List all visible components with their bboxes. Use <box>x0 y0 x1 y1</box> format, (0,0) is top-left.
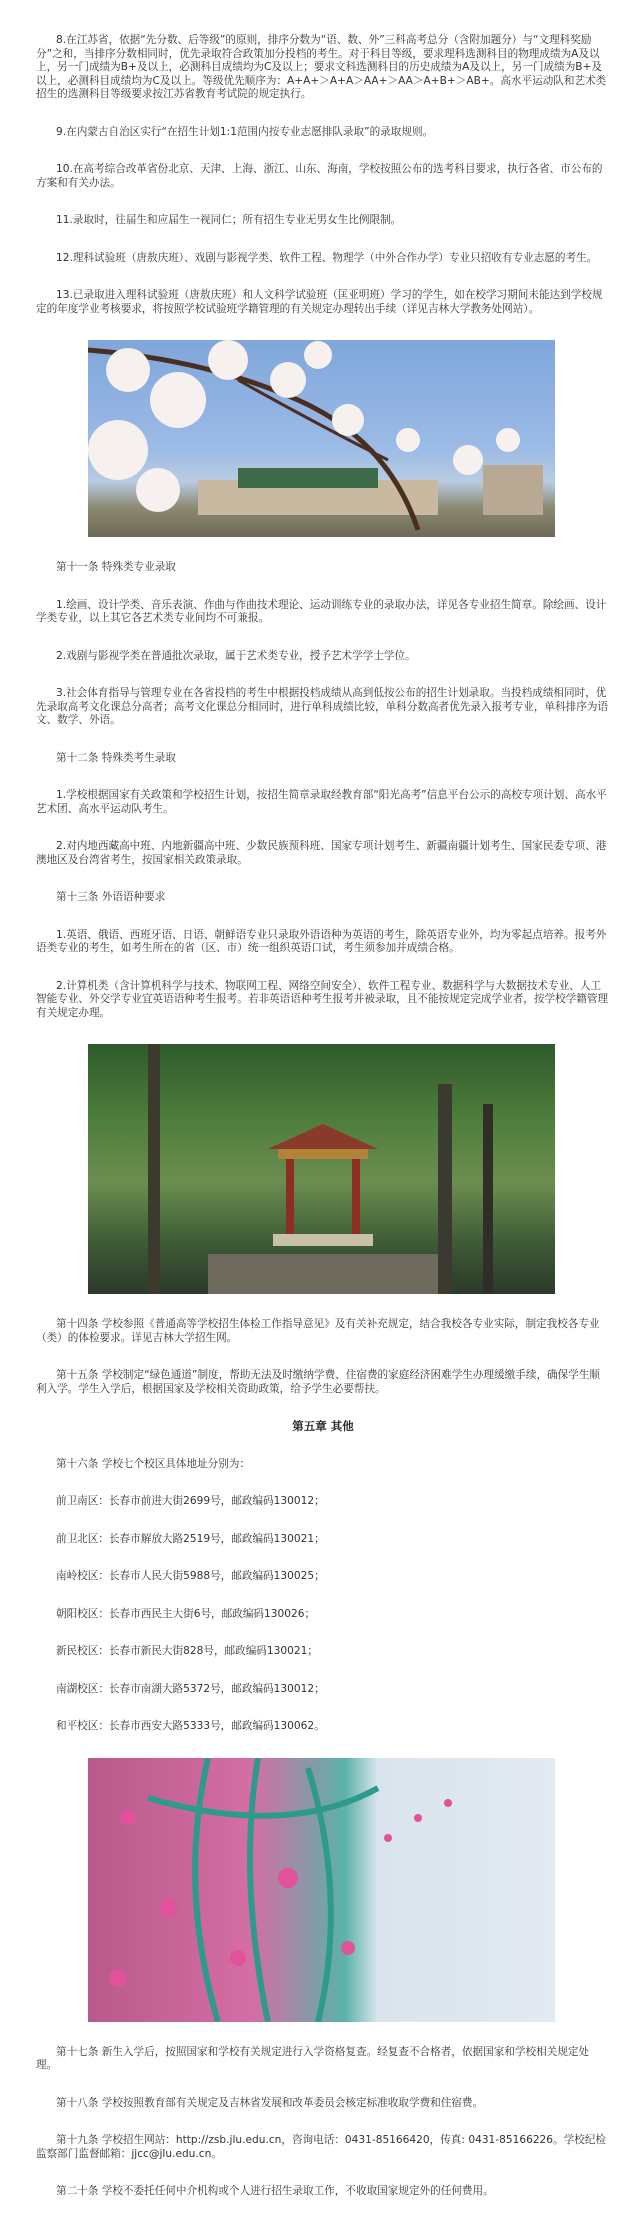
paragraph: 3.社会体育指导与管理专业在各省投档的考生中根据投档成绩从高到低按公布的招生计划录取。当投档成绩相同时，优先录取高考文化课总分高者；高考文化课总分相同时，进行单科成绩比较，单科分数高者优先录入报考专业，单科排序为语文、数学、外语。 <box>36 687 609 726</box>
paragraph: 第二十条 学校不委托任何中介机构或个人进行招生录取工作，不收取国家规定外的任何费用。 <box>56 2185 494 2197</box>
document-body <box>36 34 610 2223</box>
contact-paragraph: 第十九条 学校招生网站：http://zsb.jlu.edu.cn，咨询电话：0431-85166420，传真: 0431-85166226。学校纪检监察部门监督邮箱：jjcc@jlu.edu.cn。 <box>36 2134 607 2160</box>
paragraph: 8.在江苏省，依据“先分数、后等级”的原则，排序分数为“语、数、外”三科高考总分（含附加题分）与“文理科奖励分”之和，当排序分数相同时，优先录取符合政策加分投档的考生。对于科目等级，要求理科选测科目的物理成绩为A及以上，另一门成绩为B+及以上，必测科目成绩均为C及以上；要求文科选测科目的历史成绩为A及以上，另一门成绩为B+及以上，必测科目成绩均为C及以上。等级优先顺序为：A+A+＞A+A＞AA+＞AA＞A+B+＞AB+。高水平运动队和艺术类招生的选测科目等级要求按江苏省教育考试院的规定执行。 <box>36 34 607 100</box>
campus-address: 前卫北区：长春市解放大路2519号，邮政编码130021； <box>56 1532 325 1545</box>
campus-address: 南岭校区：长春市人民大街5988号，邮政编码130025； <box>56 1570 325 1582</box>
section-heading: 第十二条 特殊类考生录取 <box>56 751 176 764</box>
pavilion-illustration <box>88 1044 555 1294</box>
paragraph: 1.绘画、设计学类、音乐表演、作曲与作曲技术理论、运动训练专业的录取办法，详见各专业招生简章。除绘画、设计学类专业，以上其它各艺术类专业间均不可兼报。 <box>36 598 607 624</box>
paragraph: 12.理科试验班（唐敖庆班）、戏剧与影视学类、软件工程、物理学（中外合作办学）专业只招收有专业志愿的考生。 <box>56 251 598 264</box>
peach-blossom-fence-photo <box>88 1758 555 2022</box>
paragraph: 1.英语、俄语、西班牙语、日语、朝鲜语专业只录取外语语种为英语的考生，除英语专业外，均为零起点培养。报考外语类专业的考生，如考生所在的省（区、市）统一组织英语口试，考生须参加并成绩合格。 <box>36 928 607 954</box>
fence-illustration <box>88 1758 555 2022</box>
paragraph: 1.学校根据国家有关政策和学校招生计划，按招生简章录取经教育部“阳光高考”信息平台公示的高校专项计划、高水平艺术团、高水平运动队考生。 <box>36 789 607 815</box>
paragraph: 9.在内蒙古自治区实行“在招生计划1:1范围内按专业志愿排队录取”的录取规则。 <box>56 125 434 138</box>
paragraph: 2.计算机类（含计算机科学与技术、物联网工程、网络空间安全）、软件工程专业、数据科学与大数据技术专业、人工智能专业、外交学专业宜英语语种考生报考。若非英语语种考生报考并被录取，且不能按规定完成学业者，按学校学籍管理有关规定办理。 <box>36 979 609 1019</box>
campus-pavilion-photo <box>88 1044 555 1294</box>
paragraph: 13.已录取进入理科试验班（唐敖庆班）和人文科学试验班（匡亚明班）学习的学生，如在校学习期间未能达到学校规定的年度学业考核要求，将按照学校试验班学籍管理的有关规定办理转出手续（详见吉林大学教务处网站）。 <box>36 289 603 315</box>
campus-address: 朝阳校区：长春市西民主大街6号，邮政编码130026； <box>56 1607 316 1620</box>
paragraph: 第十六条 学校七个校区具体地址分别为： <box>56 1457 251 1470</box>
paragraph: 第十七条 新生入学后，按照国家和学校有关规定进行入学资格复查。经复查不合格者，依据国家和学校相关规定处理。 <box>36 2045 590 2071</box>
section-heading: 第十三条 外语语种要求 <box>56 891 166 903</box>
campus-address: 新民校区：长春市新民大街828号，邮政编码130021； <box>56 1645 318 1657</box>
paragraph: 2.对内地西藏高中班、内地新疆高中班、少数民族预科班、国家专项计划考生、新疆南疆计划考生、国家民委专项、港澳地区及台湾省考生，按国家相关政策录取。 <box>36 840 607 866</box>
paragraph: 2.戏剧与影视学类在普通批次录取，属于艺术类专业，授予艺术学学士学位。 <box>56 649 416 662</box>
paragraph: 11.录取时，往届生和应届生一视同仁；所有招生专业无男女生比例限制。 <box>56 214 402 226</box>
campus-address: 南湖校区：长春市南湖大路5372号，邮政编码130012； <box>56 1682 325 1695</box>
paragraph: 第十八条 学校按照教育部有关规定及吉林省发展和改革委员会核定标准收取学费和住宿费。 <box>56 2096 484 2109</box>
campus-address: 和平校区：长春市西安大路5333号，邮政编码130062。 <box>56 1720 325 1732</box>
campus-address: 前卫南区：长春市前进大街2699号，邮政编码130012； <box>56 1495 325 1507</box>
paragraph: 10.在高考综合改革省份北京、天津、上海、浙江、山东、海南，学校按照公布的选考科目要求，执行各省、市公布的方案和有关办法。 <box>36 163 603 189</box>
paragraph: 第十四条 学校参照《普通高等学校招生体检工作指导意见》及有关补充规定，结合我校各专业实际，制定我校各专业（类）的体检要求。详见吉林大学招生网。 <box>36 1318 600 1344</box>
chapter-title: 第五章 其他 <box>292 1419 354 1433</box>
blossom-illustration <box>88 340 555 537</box>
section-heading: 第十一条 特殊类专业录取 <box>56 561 176 573</box>
paragraph: 第十五条 学校制定“绿色通道”制度，帮助无法及时缴纳学费、住宿费的家庭经济困难学生办理缓缴手续，确保学生顺利入学。学生入学后，根据国家及学校相关资助政策，给予学生必要帮扶。 <box>36 1369 601 1395</box>
apricot-blossom-photo <box>88 340 555 537</box>
